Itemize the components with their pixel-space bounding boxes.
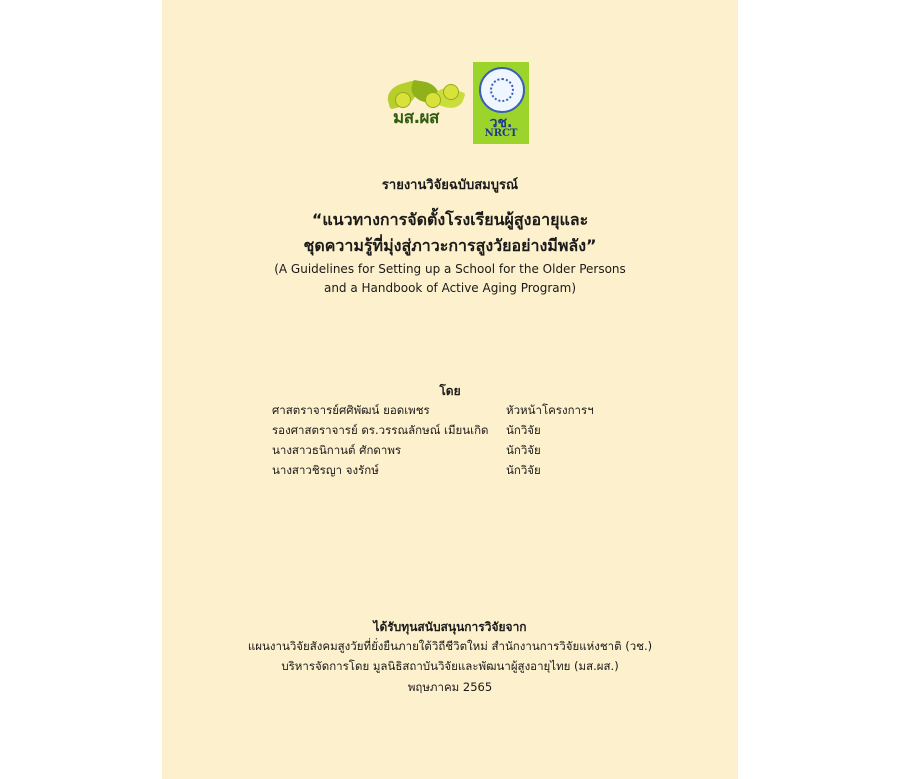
nrct-logo — [473, 62, 529, 144]
funding-manager: บริหารจัดการโดย มูลนิธิสถาบันวิจัยและพัฒนาผู้สูงอายุไทย (มส.ผส.) — [281, 659, 619, 673]
mss-logo-text: มส.ผส — [393, 108, 439, 128]
author-role: นักวิจัย — [506, 463, 541, 477]
author-row — [272, 402, 594, 422]
title-th-line-1: “แนวทางการจัดตั้งโรงเรียนผู้สูงอายุและ — [311, 210, 589, 229]
author-row — [272, 422, 572, 442]
title-th-line-2: ชุดความรู้ที่มุ่งสู่ภาวะการสูงวัยอย่างมีพลัง” — [303, 236, 597, 255]
by-label: โดย — [439, 384, 461, 398]
title-en-line-2: and a Handbook of Active Aging Program) — [323, 281, 577, 295]
report-date: พฤษภาคม 2565 — [407, 680, 493, 694]
author-role: นักวิจัย — [506, 423, 541, 437]
author-name: ศาสตราจารย์ศศิพัฒน์ ยอดเพชร — [272, 403, 430, 417]
author-role: หัวหน้าโครงการฯ — [506, 403, 594, 417]
nrct-seal-icon — [479, 67, 525, 113]
report-type: รายงานวิจัยฉบับสมบูรณ์ — [381, 178, 519, 193]
title-en-line-1: (A Guidelines for Setting up a School for the Older Persons — [274, 262, 626, 276]
funding-heading: ได้รับทุนสนับสนุนการวิจัยจาก — [373, 620, 527, 634]
author-role: นักวิจัย — [506, 443, 541, 457]
document-page — [162, 0, 738, 779]
author-row — [272, 462, 572, 482]
author-name: รองศาสตราจารย์ ดร.วรรณลักษณ์ เมียนเกิด — [272, 423, 489, 437]
mss-logo — [385, 80, 467, 128]
author-name: นางสาวธนิกานต์ ศักดาพร — [272, 443, 402, 457]
author-list — [272, 402, 594, 482]
funding-program: แผนงานวิจัยสังคมสูงวัยที่ยั่งยืนภายใต้วิถีชีวิตใหม่ สำนักงานการวิจัยแห่งชาติ (วช.) — [247, 639, 653, 653]
nrct-logo-subtext: NRCT — [484, 128, 518, 139]
logo-group — [385, 62, 533, 144]
author-name: นางสาวชิรญา จงรักษ์ — [272, 463, 379, 477]
nrct-logo-text: วช. — [489, 115, 513, 131]
author-row — [272, 442, 572, 462]
